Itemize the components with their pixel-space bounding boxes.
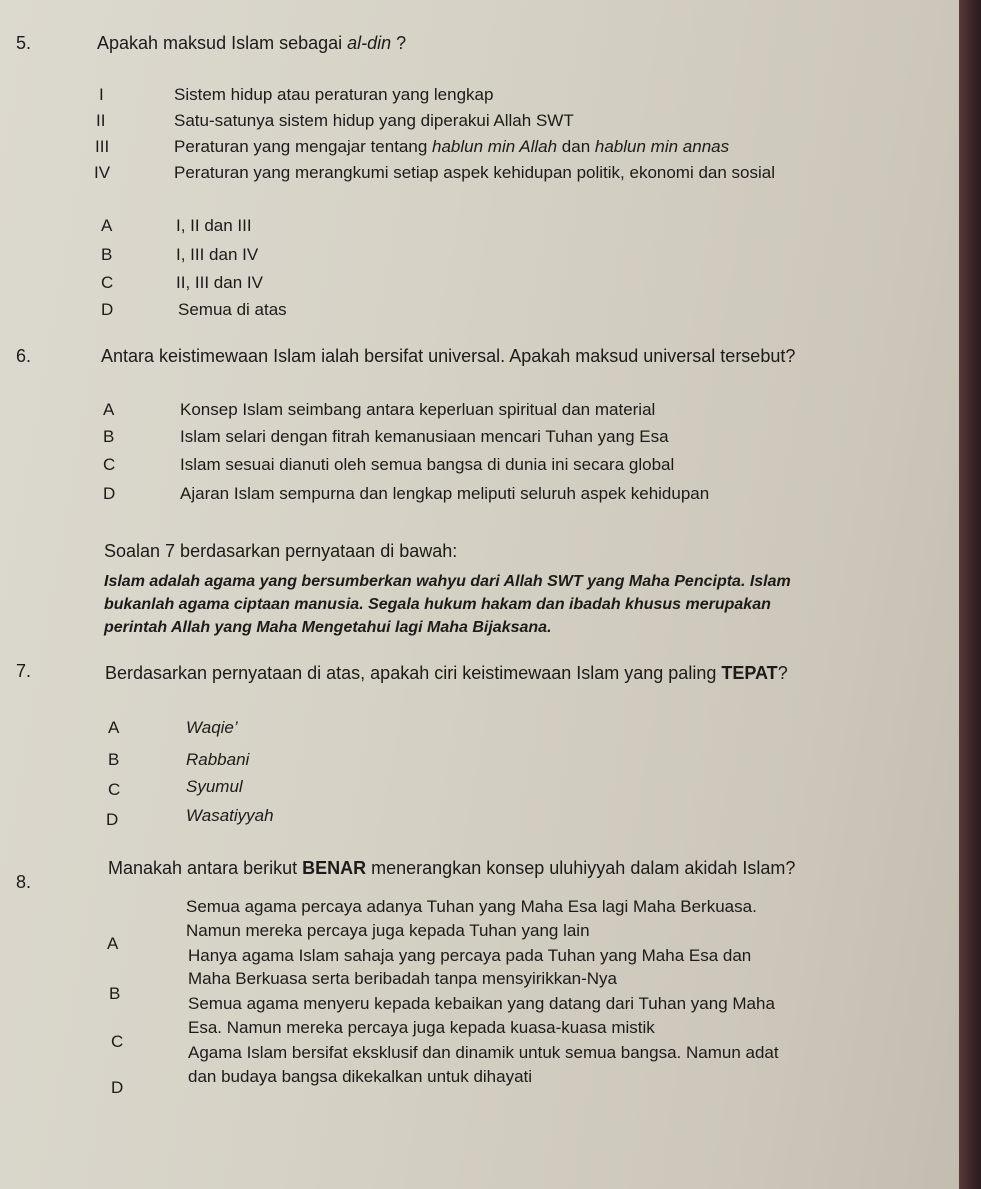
q5-question-emphasis: al-din [347,33,392,53]
q6-number: 6. [16,346,32,366]
q5-option-text[interactable]: I, II dan III [176,216,252,235]
q8-option-line1[interactable]: Semua agama percaya adanya Tuhan yang Maha Esa lagi Maha Berkuasa. [186,897,757,916]
q5-stmt3-term1: hablun min Allah [432,137,558,156]
q8-option-line2[interactable]: Esa. Namun mereka percaya juga kepada kuasa-kuasa mistik [188,1018,655,1037]
stimulus-line: bukanlah agama ciptaan manusia. Segala hukum hakam dan ibadah khusus merupakan [104,596,771,613]
q8-option-line2[interactable]: Maha Berkuasa serta beribadah tanpa mensyirikkan-Nya [188,969,618,988]
q5-statement-text: Satu-satunya sistem hidup yang diperakui Allah SWT [174,111,574,130]
q7-option-text[interactable]: Rabbani [186,750,250,769]
q5-statement-roman: II [96,111,106,130]
q5-statement-text: Sistem hidup atau peraturan yang lengkap [174,85,494,104]
q5-option-text[interactable]: I, III dan IV [176,245,259,264]
q7-option-letter[interactable]: C [108,780,121,799]
q7-option-text[interactable]: Waqie’ [186,718,238,737]
q6-option-text[interactable]: Ajaran Islam sempurna dan lengkap meliputi seluruh aspek kehidupan [180,484,710,503]
q6-option-letter[interactable]: B [103,427,115,446]
q8-option-letter[interactable]: C [111,1032,124,1051]
q5-stmt3-part1: Peraturan yang mengajar tentang [174,137,433,156]
q5-question [97,33,406,54]
q8-number: 8. [16,872,32,892]
q8-option-letter[interactable]: A [107,934,119,953]
q8-option-line1[interactable]: Semua agama menyeru kepada kebaikan yang datang dari Tuhan yang Maha [188,994,775,1013]
q6-question: Antara keistimewaan Islam ialah bersifat universal. Apakah maksud universal tersebut? [101,346,796,366]
q5-option-letter[interactable]: C [101,273,114,292]
page-edge-background [959,0,981,1189]
q5-question-part2: ? [391,33,407,53]
q6-option-letter[interactable]: D [103,484,116,503]
q8-question-emphasis: BENAR [302,858,367,878]
q8-option-line1[interactable]: Hanya agama Islam sahaja yang percaya pada Tuhan yang Maha Esa dan [188,946,752,965]
q8-question-part1: Manakah antara berikut [108,858,303,878]
q8-question-part2: menerangkan konsep uluhiyyah dalam akidah Islam? [366,858,796,878]
q8-option-letter[interactable]: D [111,1078,124,1097]
q6-option-text[interactable]: Islam sesuai dianuti oleh semua bangsa di dunia ini secara global [180,455,675,474]
q8-option-line1[interactable]: Agama Islam bersifat eksklusif dan dinamik untuk semua bangsa. Namun adat [188,1043,779,1062]
q7-option-text[interactable]: Syumul [186,777,243,796]
stimulus-line: Islam adalah agama yang bersumberkan wahyu dari Allah SWT yang Maha Pencipta. Islam [104,573,791,590]
stimulus-line: perintah Allah yang Maha Mengetahui lagi Maha Bijaksana. [104,619,552,636]
q6-option-letter[interactable]: C [103,455,116,474]
q8-option-line2[interactable]: Namun mereka percaya juga kepada Tuhan yang lain [186,921,590,940]
q6-option-letter[interactable]: A [103,400,115,419]
q5-question-part1: Apakah maksud Islam sebagai [97,33,348,53]
q5-stmt3-term2: hablun min annas [594,137,730,156]
q6-option-text[interactable]: Islam selari dengan fitrah kemanusiaan mencari Tuhan yang Esa [180,427,669,446]
q8-option-letter[interactable]: B [109,984,121,1003]
q5-stmt3-mid: dan [557,137,595,156]
q5-option-text[interactable]: II, III dan IV [176,273,263,292]
q5-statement-roman: IV [94,163,111,182]
q7-option-letter[interactable]: A [108,718,120,737]
q7-question-emphasis: TEPAT [721,663,778,683]
q6-option-text[interactable]: Konsep Islam seimbang antara keperluan spiritual dan material [180,400,656,419]
q7-option-letter[interactable]: D [106,810,119,829]
q8-question [108,858,795,879]
q5-statement-roman: III [95,137,110,156]
q8-option-line2[interactable]: dan budaya bangsa dikekalkan untuk dihayati [188,1067,533,1086]
q7-number: 7. [16,661,32,681]
q5-option-text[interactable]: Semua di atas [178,300,287,319]
q7-question-part1: Berdasarkan pernyataan di atas, apakah ciri keistimewaan Islam yang paling [105,663,722,683]
q5-statement-roman: I [99,85,104,104]
q5-option-letter[interactable]: D [101,300,114,319]
q5-number: 5. [16,33,32,53]
q7-option-text[interactable]: Wasatiyyah [186,806,274,825]
q5-option-letter[interactable]: A [101,216,113,235]
q7-option-letter[interactable]: B [108,750,120,769]
q5-statement-text: Peraturan yang merangkumi setiap aspek kehidupan politik, ekonomi dan sosial [174,163,776,182]
q7-question-part2: ? [777,663,788,683]
q5-statement-text [174,137,729,157]
stimulus-heading: Soalan 7 berdasarkan pernyataan di bawah: [104,541,458,561]
q5-option-letter[interactable]: B [101,245,113,264]
q7-question [105,663,788,684]
